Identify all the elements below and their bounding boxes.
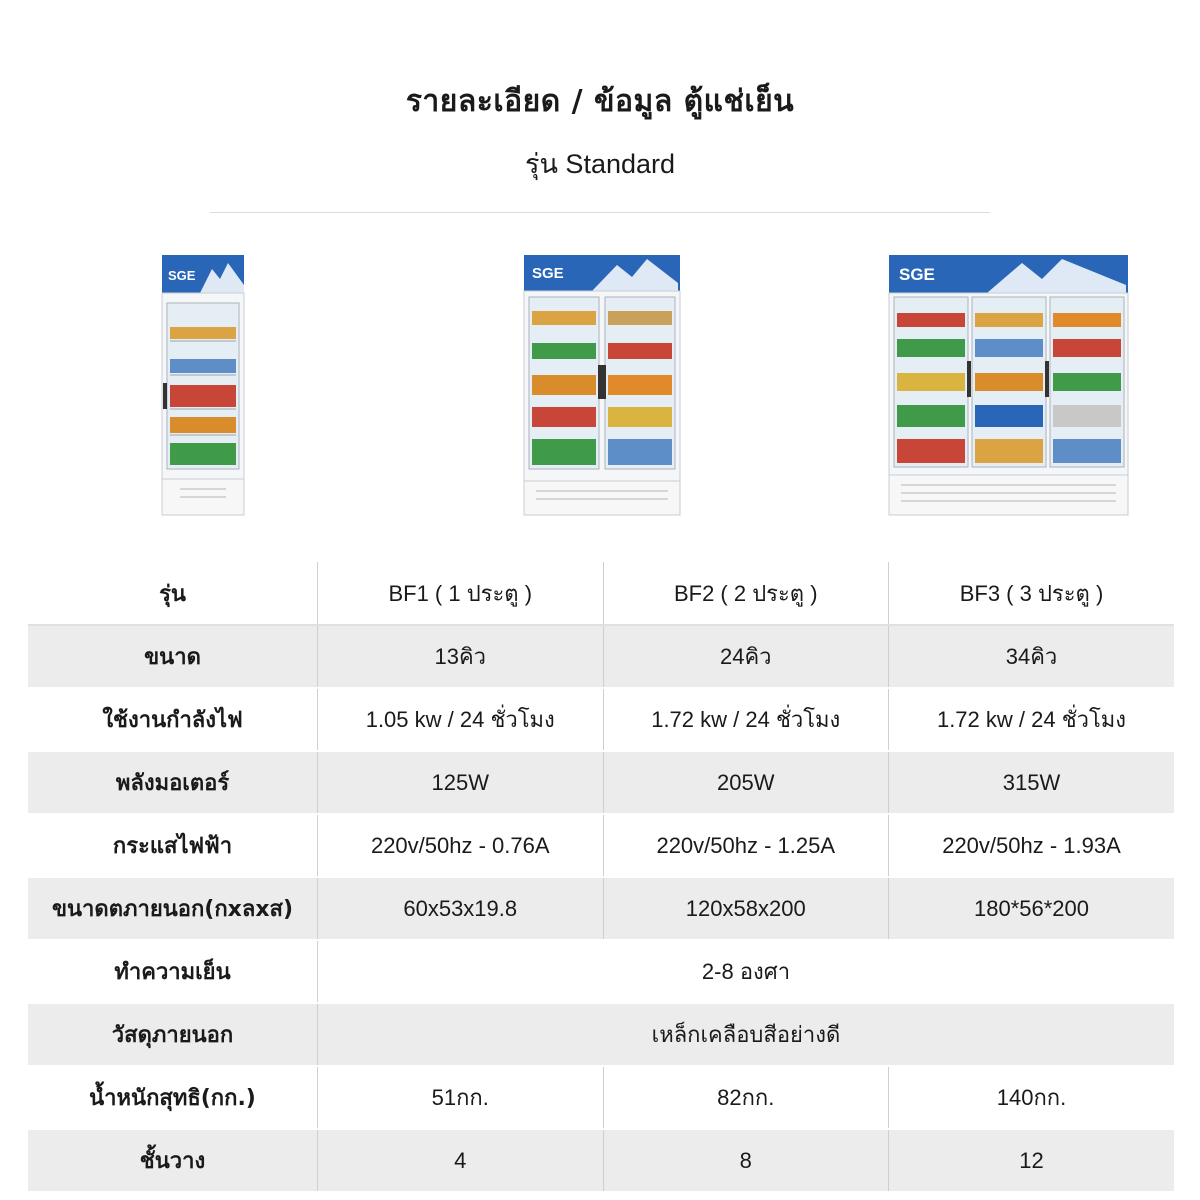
cell: 24คิว (603, 625, 889, 688)
table-row (28, 1129, 1174, 1192)
fridge-image-bf2 (522, 255, 682, 519)
cell: 82กก. (603, 1066, 889, 1129)
page-subtitle: รุ่น Standard (524, 149, 676, 179)
row-label: วัสดุภายนอก (28, 1003, 318, 1066)
row-label: รุ่น (28, 562, 318, 625)
fridge-image-bf3 (887, 255, 1130, 519)
cell: 315W (889, 751, 1175, 814)
cell: 1.72 kw / 24 ชั่วโมง (603, 688, 889, 751)
cell: 220v/50hz - 1.93A (889, 814, 1175, 877)
row-label: ใช้งานกำลังไฟ (28, 688, 318, 751)
cell: 12 (889, 1129, 1175, 1192)
cell: 140กก. (889, 1066, 1175, 1129)
table-header-row (28, 562, 1174, 625)
cell: 51กก. (318, 1066, 604, 1129)
table-row (28, 877, 1174, 940)
cell: 1.05 kw / 24 ชั่วโมง (318, 688, 604, 751)
model-bf3: BF3 ( 3 ประตู ) (889, 562, 1175, 625)
title-divider (210, 212, 990, 213)
cell-merged: เหล็กเคลือบสีอย่างดี (318, 1003, 1175, 1066)
cell: 60x53x19.8 (318, 877, 604, 940)
model-bf1: BF1 ( 1 ประตู ) (318, 562, 604, 625)
table-row (28, 814, 1174, 877)
table-row (28, 751, 1174, 814)
cell: 125W (318, 751, 604, 814)
model-bf2: BF2 ( 2 ประตู ) (603, 562, 889, 625)
table-row (28, 1003, 1174, 1066)
row-label: พลังมอเตอร์ (28, 751, 318, 814)
cell: 120x58x200 (603, 877, 889, 940)
cell: 205W (603, 751, 889, 814)
table-row (28, 1066, 1174, 1129)
brand-logo: SGE (532, 265, 564, 282)
cell-merged: 2-8 องศา (318, 940, 1175, 1003)
table-row (28, 688, 1174, 751)
row-label: ทำความเย็น (28, 940, 318, 1003)
cell: 34คิว (889, 625, 1175, 688)
cell: 220v/50hz - 0.76A (318, 814, 604, 877)
row-label: น้ำหนักสุทธิ(กก.) (28, 1066, 318, 1129)
cell: 1.72 kw / 24 ชั่วโมง (889, 688, 1175, 751)
row-label: ชั้นวาง (28, 1129, 318, 1192)
cell: 4 (318, 1129, 604, 1192)
cell: 220v/50hz - 1.25A (603, 814, 889, 877)
row-label: ขนาดตภายนอก(กxลxส) (28, 877, 318, 940)
row-label: ขนาด (28, 625, 318, 688)
table-row (28, 625, 1174, 688)
cell: 13คิว (318, 625, 604, 688)
page-title: รายละเอียด / ข้อมูล ตู้แช่เย็น (405, 84, 795, 119)
cell: 8 (603, 1129, 889, 1192)
spec-table (28, 562, 1174, 1193)
fridge-image-bf1 (160, 255, 246, 519)
table-row (28, 940, 1174, 1003)
cell: 180*56*200 (889, 877, 1175, 940)
brand-logo: SGE (899, 265, 935, 284)
row-label: กระแสไฟฟ้า (28, 814, 318, 877)
brand-logo: SGE (168, 268, 196, 283)
